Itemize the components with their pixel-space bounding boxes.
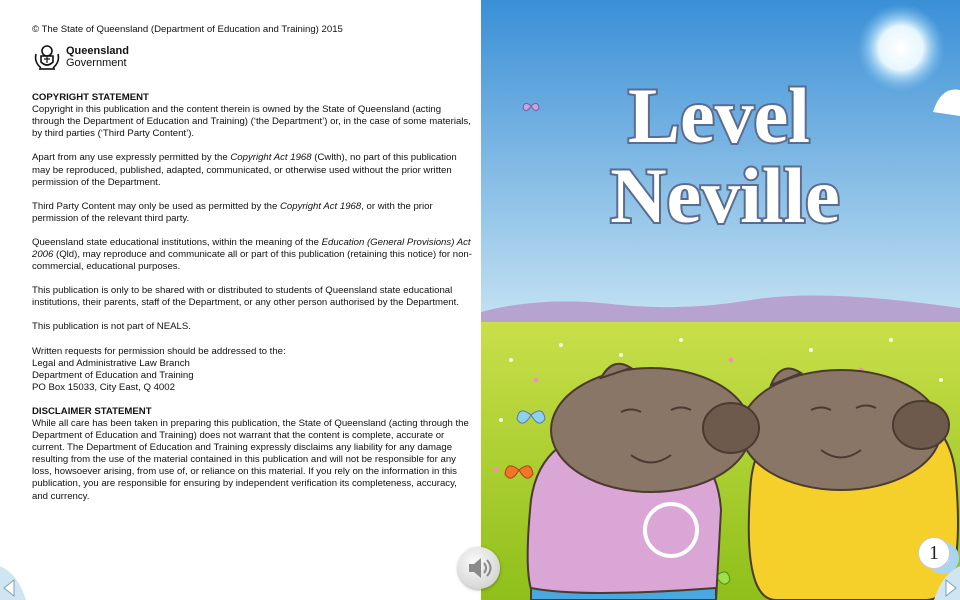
queensland-government-logo [32,42,472,72]
cover-title [610,72,840,239]
copyright-paragraph-5: This publication is only to be shared with or distributed to students of Queensland state educational institutions, their parents, staff of the Department, or any other person authorised by the Department. [32,285,459,309]
copyright-paragraph-2: Apart from any use expressly permitted by the Copyright Act 1968 (Cwlth), no part of this publication may be reproduced, published, adapted, communicated, or otherwise used without the prior written permission of the Department. [32,152,457,188]
disclaimer-heading: DISCLAIMER STATEMENT [32,405,152,417]
title-line-1: Level [628,72,810,159]
cover-artwork [481,0,960,600]
copyright-paragraph-6: This publication is not part of NEALS. [32,321,191,333]
previous-page-arrow-icon[interactable] [0,566,44,600]
page-number: 1 [918,537,950,569]
logo-line2: Government [66,57,127,70]
logo-line1: Queensland [66,45,129,58]
copyright-paragraph-3: Third Party Content may only be used as permitted by the Copyright Act 1968, or with the prior permission of the relevant third party. [32,200,433,224]
cover-illustration [481,0,960,600]
permission-address: Written requests for permission should be addressed to the: Legal and Administrative Law Branch Department of Education and Training PO Box 15033, City East, Q 4002 [32,345,286,393]
next-page-arrow-icon[interactable] [916,566,960,600]
copyright-paragraph-4: Queensland state educational institutions, within the meaning of the Education (General Provisions) Act 2006 (Qld), may reproduce and communicate all or part of this publication (retaining this notice) for non-commercial, educational purposes. [32,236,472,273]
title-line-2: Neville [610,152,840,239]
coat-of-arms-icon [32,42,62,72]
copyright-paragraph-1: Copyright in this publication and the content therein is owned by the State of Queensland (acting through the Department of Education and Training) (‘the Department’) or, in the case of some materials, by third parties (‘Third Party Content’). [32,104,471,140]
logo-wordmark [66,45,129,69]
disclaimer-paragraph: While all care has been taken in preparing this publication, the State of Queensland (acting through the Department of Education and Training) does not warrant that the content is complete, accurate or current. The Department of Education and Training expressly disclaims any liability for any damage resulting from the use of the material contained in this publication and will not be responsible for any loss, howsoever arising, from use of, or reliance on this material. If you rely on the information in this publication, you are responsible for ensuring by independent verification its completeness, accuracy, and currency. [32,417,469,502]
legal-text [32,24,472,515]
speaker-icon [458,547,500,589]
sun-icon [857,4,945,92]
copyright-heading: COPYRIGHT STATEMENT [32,92,149,104]
audio-speaker-button[interactable] [458,547,500,589]
copyright-line: © The State of Queensland (Department of Education and Training) 2015 [32,24,343,35]
